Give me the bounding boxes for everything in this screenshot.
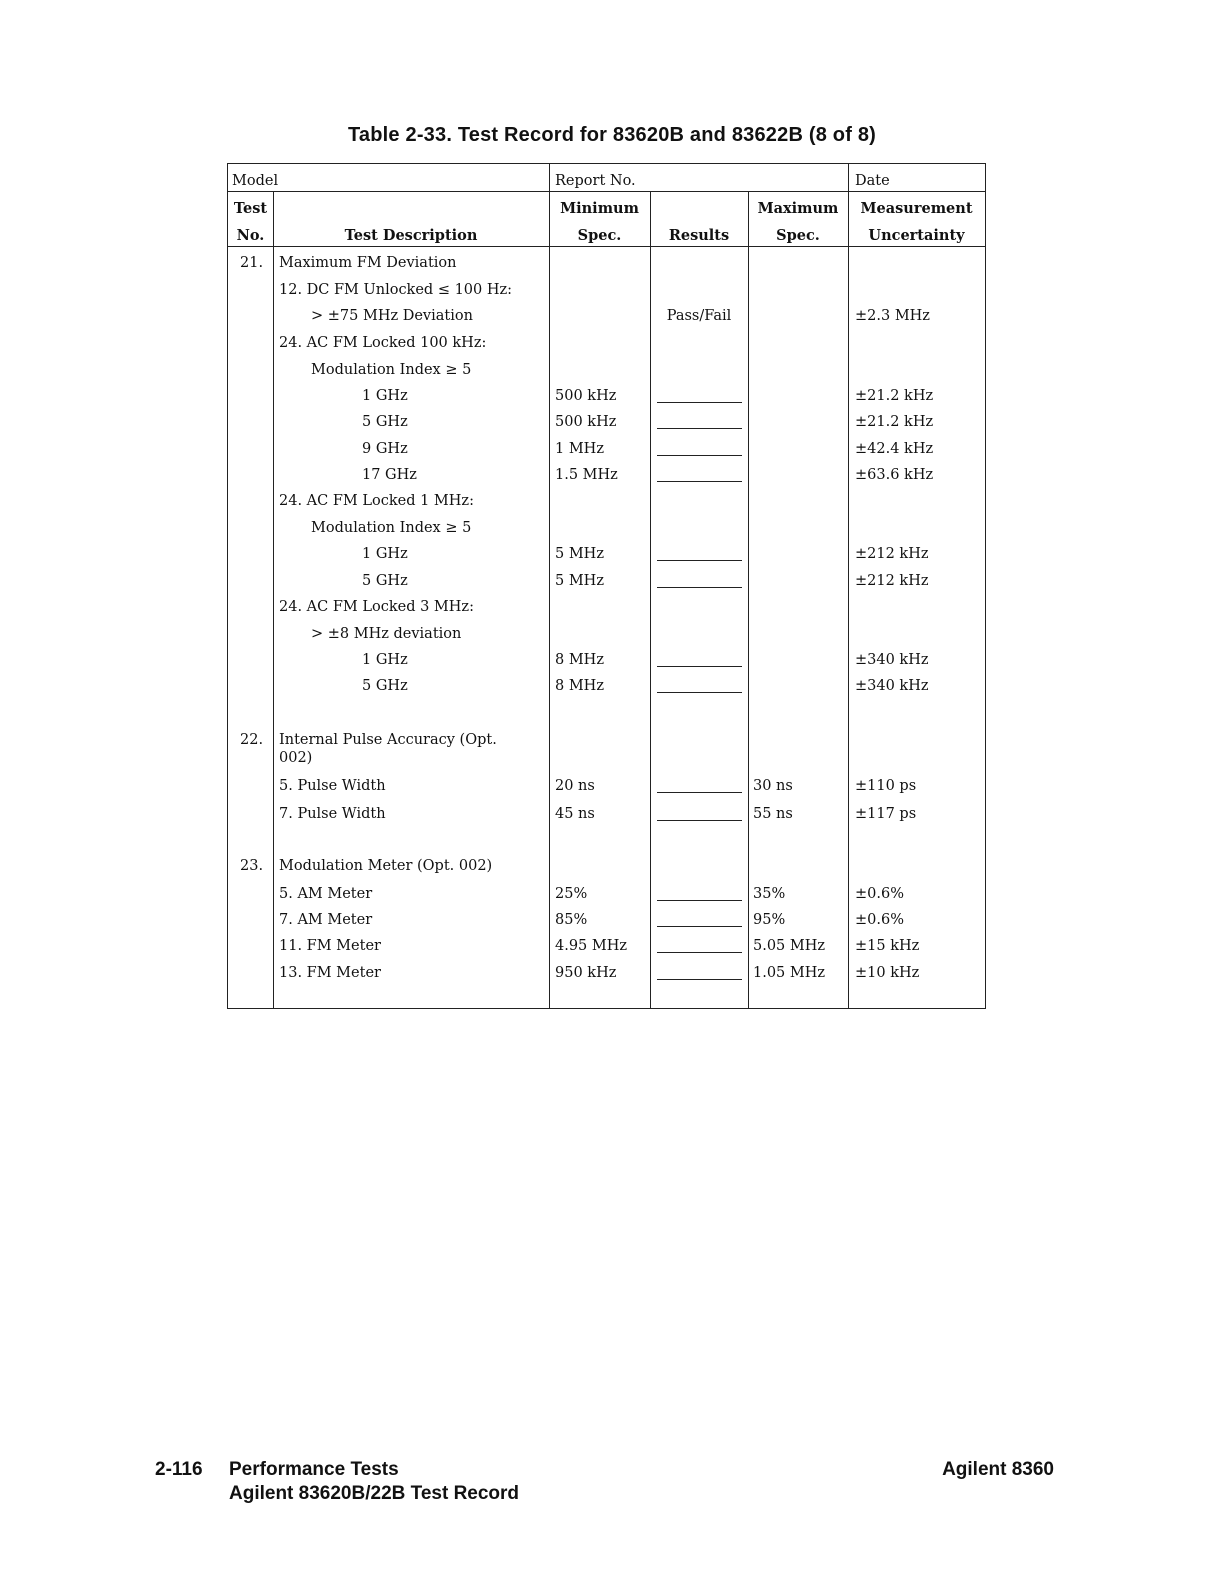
col-header-uncertainty: Uncertainty: [868, 227, 965, 244]
test-description: Modulation Index ≥ 5: [311, 520, 472, 536]
result-entry-blank[interactable]: [657, 952, 742, 953]
test-description: 7. Pulse Width: [279, 806, 386, 822]
col-header-min-spec: Spec.: [577, 227, 622, 244]
col-header-description: Test Description: [344, 227, 478, 244]
test-description: 5. AM Meter: [279, 886, 373, 902]
test-description: 002): [279, 750, 313, 766]
uncertainty-value: ±340 kHz: [855, 678, 929, 694]
test-number: 23.: [240, 858, 264, 874]
min-spec-value: 4.95 MHz: [555, 938, 628, 954]
result-entry-blank[interactable]: [657, 692, 742, 693]
test-description: 17 GHz: [362, 467, 417, 483]
report-no-label: Report No.: [555, 173, 636, 189]
subsection-title: Agilent 83620B/22B Test Record: [229, 1483, 520, 1504]
uncertainty-value: ±117 ps: [855, 806, 917, 822]
col-divider-no: [273, 191, 274, 1008]
uncertainty-value: ±15 kHz: [855, 938, 920, 954]
col-divider-max: [848, 164, 849, 1008]
min-spec-value: 8 MHz: [555, 678, 604, 694]
result-entry-blank[interactable]: [657, 820, 742, 821]
header-divider: [228, 191, 985, 192]
test-record-table: [227, 163, 986, 1009]
result-entry-blank[interactable]: [657, 481, 742, 482]
header-bottom-rule: [228, 246, 985, 247]
result-entry-blank[interactable]: [657, 587, 742, 588]
min-spec-value: 500 kHz: [555, 414, 617, 430]
min-spec-value: 1 MHz: [555, 441, 604, 457]
col-header-measurement: Measurement: [860, 200, 973, 217]
max-spec-value: 35%: [753, 886, 786, 902]
uncertainty-value: ±0.6%: [855, 912, 904, 928]
min-spec-value: 20 ns: [555, 778, 595, 794]
model-label: Model: [232, 173, 279, 189]
col-header-test: Test: [233, 200, 268, 217]
test-description: 1 GHz: [362, 652, 408, 668]
section-title: Performance Tests: [229, 1459, 399, 1480]
test-description: Modulation Meter (Opt. 002): [279, 858, 493, 874]
uncertainty-value: ±42.4 kHz: [855, 441, 934, 457]
date-label: Date: [855, 173, 890, 189]
min-spec-value: 25%: [555, 886, 588, 902]
max-spec-value: 30 ns: [753, 778, 793, 794]
test-description: 5 GHz: [362, 414, 408, 430]
col-header-max-spec: Spec.: [776, 227, 820, 244]
max-spec-value: 1.05 MHz: [753, 965, 826, 981]
max-spec-value: 95%: [753, 912, 786, 928]
col-header-maximum: Maximum: [757, 200, 839, 217]
result-entry-blank[interactable]: [657, 402, 742, 403]
test-description: 12. DC FM Unlocked ≤ 100 Hz:: [279, 282, 513, 298]
uncertainty-value: ±0.6%: [855, 886, 904, 902]
uncertainty-value: ±110 ps: [855, 778, 917, 794]
uncertainty-value: ±212 kHz: [855, 546, 929, 562]
result-entry-blank[interactable]: [657, 428, 742, 429]
max-spec-value: 55 ns: [753, 806, 793, 822]
col-divider-desc: [549, 164, 550, 1008]
test-description: 7. AM Meter: [279, 912, 373, 928]
test-number: 22.: [240, 732, 264, 748]
min-spec-value: 5 MHz: [555, 573, 604, 589]
result-entry-blank[interactable]: [657, 666, 742, 667]
result-entry-blank[interactable]: [657, 455, 742, 456]
test-description: 5 GHz: [362, 678, 408, 694]
test-description: > ±8 MHz deviation: [311, 626, 462, 642]
test-description: 5. Pulse Width: [279, 778, 386, 794]
result-value: Pass/Fail: [666, 308, 732, 324]
uncertainty-value: ±21.2 kHz: [855, 414, 934, 430]
min-spec-value: 8 MHz: [555, 652, 604, 668]
min-spec-value: 45 ns: [555, 806, 595, 822]
test-description: 24. AC FM Locked 100 kHz:: [279, 335, 487, 351]
min-spec-value: 950 kHz: [555, 965, 617, 981]
min-spec-value: 1.5 MHz: [555, 467, 618, 483]
test-description: 9 GHz: [362, 441, 408, 457]
result-entry-blank[interactable]: [657, 560, 742, 561]
uncertainty-value: ±63.6 kHz: [855, 467, 934, 483]
col-header-minimum: Minimum: [560, 200, 639, 217]
result-entry-blank[interactable]: [657, 979, 742, 980]
result-entry-blank[interactable]: [657, 926, 742, 927]
col-header-results: Results: [668, 227, 730, 244]
test-description: Internal Pulse Accuracy (Opt.: [279, 732, 497, 748]
uncertainty-value: ±10 kHz: [855, 965, 920, 981]
test-description: 24. AC FM Locked 3 MHz:: [279, 599, 474, 615]
min-spec-value: 5 MHz: [555, 546, 604, 562]
test-description: 11. FM Meter: [279, 938, 381, 954]
uncertainty-value: ±340 kHz: [855, 652, 929, 668]
test-number: 21.: [240, 255, 264, 271]
col-header-no: No.: [236, 227, 265, 244]
page-number: 2-116: [155, 1459, 203, 1480]
test-description: Maximum FM Deviation: [279, 255, 457, 271]
test-description: 24. AC FM Locked 1 MHz:: [279, 493, 474, 509]
table-title: Table 2-33. Test Record for 83620B and 83622B (8 of 8): [347, 124, 877, 146]
min-spec-value: 500 kHz: [555, 388, 617, 404]
min-spec-value: 85%: [555, 912, 588, 928]
max-spec-value: 5.05 MHz: [753, 938, 826, 954]
uncertainty-value: ±21.2 kHz: [855, 388, 934, 404]
result-entry-blank[interactable]: [657, 900, 742, 901]
col-divider-results: [748, 191, 749, 1008]
test-description: Modulation Index ≥ 5: [311, 362, 472, 378]
test-description: 1 GHz: [362, 546, 408, 562]
test-description: > ±75 MHz Deviation: [311, 308, 473, 324]
uncertainty-value: ±2.3 MHz: [855, 308, 930, 324]
uncertainty-value: ±212 kHz: [855, 573, 929, 589]
product-name: Agilent 8360: [942, 1459, 1054, 1480]
result-entry-blank[interactable]: [657, 792, 742, 793]
test-description: 5 GHz: [362, 573, 408, 589]
test-description: 1 GHz: [362, 388, 408, 404]
test-description: 13. FM Meter: [279, 965, 381, 981]
